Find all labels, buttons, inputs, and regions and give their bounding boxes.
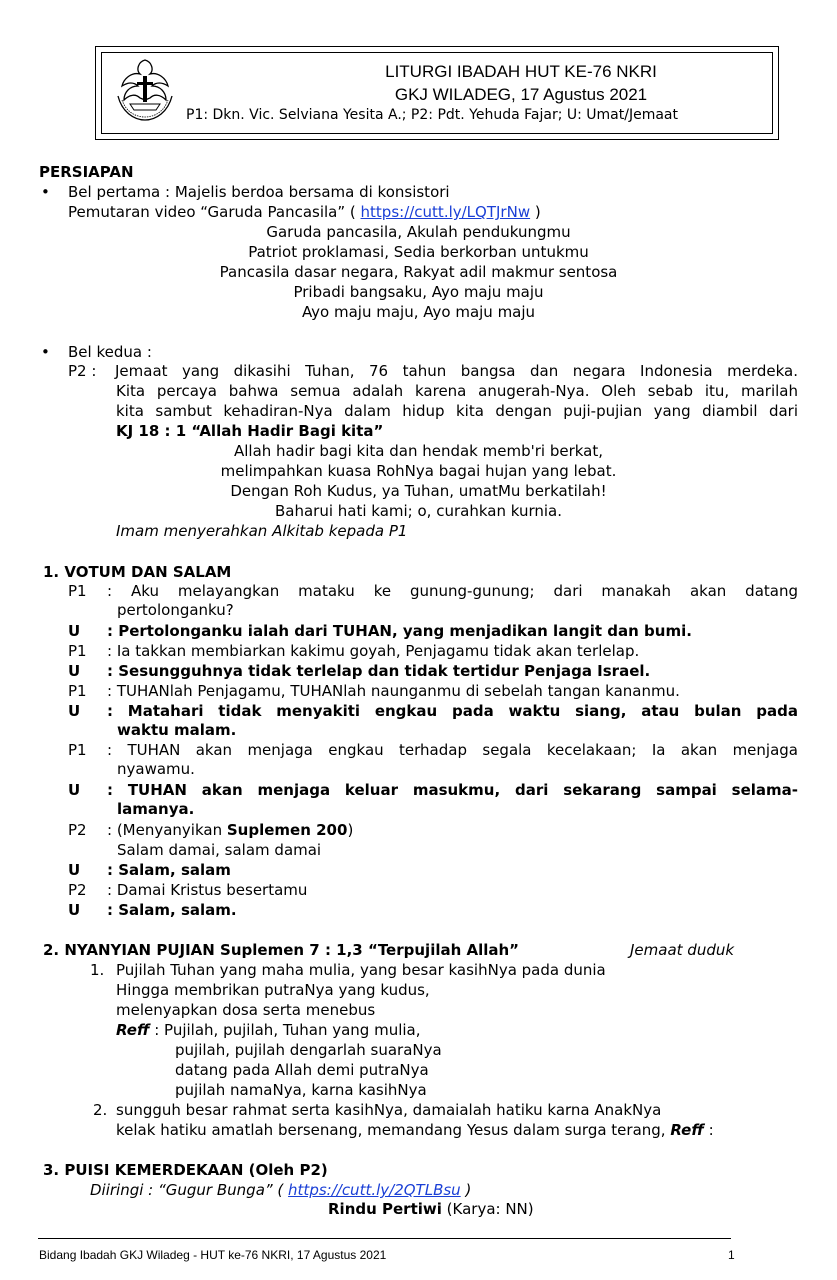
role-label: P1 [68, 682, 87, 700]
verse-number: 2. [93, 1101, 108, 1119]
diiringi-line [90, 1181, 471, 1199]
dialog-line: : Salam, salam [107, 861, 231, 879]
persiapan-heading: PERSIAPAN [39, 163, 134, 181]
video-prefix: Pemutaran video “Garuda Pancasila” ( [68, 203, 361, 221]
role-label: P1 [68, 642, 87, 660]
dialog-line: : Pertolonganku ialah dari TUHAN, yang menjadikan langit dan bumi. [107, 622, 692, 640]
dialog-line: : Matahari tidak menyakiti engkau pada waktu siang, atau bulan pada [107, 702, 798, 720]
verse-line: sungguh besar rahmat serta kasihNya, damaialah hatiku karna AnakNya [116, 1101, 662, 1119]
role-label: P2 [68, 881, 87, 899]
dialog-line: : TUHANlah Penjagamu, TUHANlah naunganmu di sebelah tangan kananmu. [107, 682, 680, 700]
kj-title: KJ 18 : 1 “Allah Hadir Bagi kita” [116, 422, 384, 440]
role-label: U [68, 702, 81, 720]
verse-line: Pujilah Tuhan yang maha mulia, yang besar kasihNya pada dunia [116, 961, 606, 979]
reff-line: datang pada Allah demi putraNya [175, 1061, 429, 1079]
role-label: U [68, 781, 81, 799]
dialog-cont: waktu malam. [117, 721, 237, 739]
kj-line: Allah hadir bagi kita dan hendak memb'ri berkat, [233, 442, 604, 460]
bell2-text: Bel kedua : [68, 343, 152, 361]
reff-first: : Pujilah, pujilah, Tuhan yang mulia, [149, 1021, 421, 1039]
role-label: U [68, 662, 81, 680]
v2-line2: kelak hatiku amatlah bersenang, memandang Yesus dalam surga terang, [116, 1121, 671, 1139]
song-line: Garuda pancasila, Akulah pendukungmu [266, 223, 571, 241]
kj-line: Dengan Roh Kudus, ya Tuhan, umatMu berkatilah! [230, 482, 607, 500]
jemaat-duduk-note: Jemaat duduk [630, 941, 735, 959]
nyanyian-heading: 2. NYANYIAN PUJIAN Suplemen 7 : 1,3 “Terpujilah Allah” [43, 941, 520, 959]
verse-line: Hingga membrikan putraNya yang kudus, [116, 981, 430, 999]
song-line: Pancasila dasar negara, Rakyat adil makmur sentosa [219, 263, 618, 281]
kj-line: melimpahkan kuasa RohNya bagai hujan yang lebat. [220, 462, 617, 480]
gugur-bunga-link[interactable]: https://cutt.ly/2QTLBsu [288, 1181, 461, 1199]
dialog-line: : Damai Kristus besertamu [107, 881, 308, 899]
diiringi-suffix: ) [460, 1181, 472, 1199]
dialog-line: : TUHAN akan menjaga keluar masukmu, dari sekarang sampai selama- [107, 781, 798, 799]
dialog-line: : Ia takkan membiarkan kakimu goyah, Penjagamu tidak akan terlelap. [107, 642, 640, 660]
dialog-cont: nyawamu. [117, 760, 195, 778]
roles-line: P1: Dkn. Vic. Selviana Yesita A.; P2: Pdt. Yehuda Fajar; U: Umat/Jemaat [186, 107, 678, 123]
v2-reff: Reff [670, 1121, 704, 1139]
v2-end: : [703, 1121, 714, 1139]
bullet-icon: • [41, 183, 50, 201]
reff-label: Reff [116, 1021, 150, 1039]
p2-suffix: ) [347, 821, 354, 839]
verse-number: 1. [90, 961, 105, 979]
imam-note: Imam menyerahkan Alkitab kepada P1 [116, 522, 408, 540]
video-link[interactable]: https://cutt.ly/LQTJrNw [360, 203, 531, 221]
dialog-cont: lamanya. [117, 800, 195, 818]
votum-heading: 1. VOTUM DAN SALAM [43, 563, 232, 581]
role-label: U [68, 901, 81, 919]
song-line: Pribadi bangsaku, Ayo maju maju [293, 283, 544, 301]
role-label: P1 [68, 582, 87, 600]
dialog-line: : TUHAN akan menjaga engkau terhadap segala kecelakaan; Ia akan menjaga [107, 741, 798, 759]
song-line: Patriot proklamasi, Sedia berkorban untukmu [248, 243, 589, 261]
bell1-text: Bel pertama : Majelis berdoa bersama di konsistori [68, 183, 450, 201]
footer-divider [38, 1238, 731, 1239]
kj-line: Baharui hati kami; o, curahkan kurnia. [274, 502, 562, 520]
poem-title: Rindu Pertiwi [328, 1200, 442, 1218]
puisi-heading: 3. PUISI KEMERDEKAAN (Oleh P2) [43, 1161, 328, 1179]
video-suffix: ) [530, 203, 541, 221]
diiringi-prefix: Diiringi : “Gugur Bunga” ( [90, 1181, 289, 1199]
dialog-line: : Salam, salam. [107, 901, 237, 919]
dialog-line [107, 821, 353, 839]
song-line: Ayo maju maju, Ayo maju maju [301, 303, 536, 321]
role-label: P2 [68, 821, 87, 839]
role-label: U [68, 622, 81, 640]
video-line [68, 203, 541, 221]
poem-author: (Karya: NN) [441, 1200, 534, 1218]
reff-line [116, 1021, 421, 1039]
dialog-line: : Aku melayangkan mataku ke gunung-gunung; dari manakah akan datang [107, 582, 798, 600]
liturgy-title: LITURGI IBADAH HUT KE-76 NKRI [385, 62, 657, 81]
dialog-cont: Salam damai, salam damai [117, 841, 322, 859]
dialog-line: : Sesungguhnya tidak terlelap dan tidak tertidur Penjaga Israel. [107, 662, 651, 680]
suplemen-200: Suplemen 200 [226, 821, 348, 839]
verse-line: melenyapkan dosa serta menebus [116, 1001, 376, 1019]
verse-line [116, 1121, 714, 1139]
footer-text: Bidang Ibadah GKJ Wiladeg - HUT ke-76 NKRI, 17 Agustus 2021 [39, 1248, 387, 1262]
p2-label: P2 : [68, 362, 97, 380]
role-label: P1 [68, 741, 87, 759]
poem-title-line [328, 1200, 534, 1218]
p2-prefix: : (Menyanyikan [107, 821, 227, 839]
role-label: U [68, 861, 81, 879]
p2-line: Jemaat yang dikasihi Tuhan, 76 tahun bangsa dan negara Indonesia merdeka. [115, 362, 798, 380]
dialog-cont: pertolonganku? [117, 601, 234, 619]
liturgy-subtitle: GKJ WILADEG, 17 Agustus 2021 [394, 85, 648, 104]
bullet-icon: • [41, 343, 50, 361]
reff-line: pujilah, pujilah dengarlah suaraNya [175, 1041, 442, 1059]
page-number: 1 [728, 1248, 735, 1262]
p2-line: kita sambut kehadiran-Nya dalam hidup kita dengan puji-pujian yang diambil dari [116, 402, 798, 420]
reff-line: pujilah namaNya, karna kasihNya [175, 1081, 427, 1099]
p2-line: Kita percaya bahwa semua adalah karena anugerah-Nya. Oleh sebab itu, marilah [116, 382, 798, 400]
